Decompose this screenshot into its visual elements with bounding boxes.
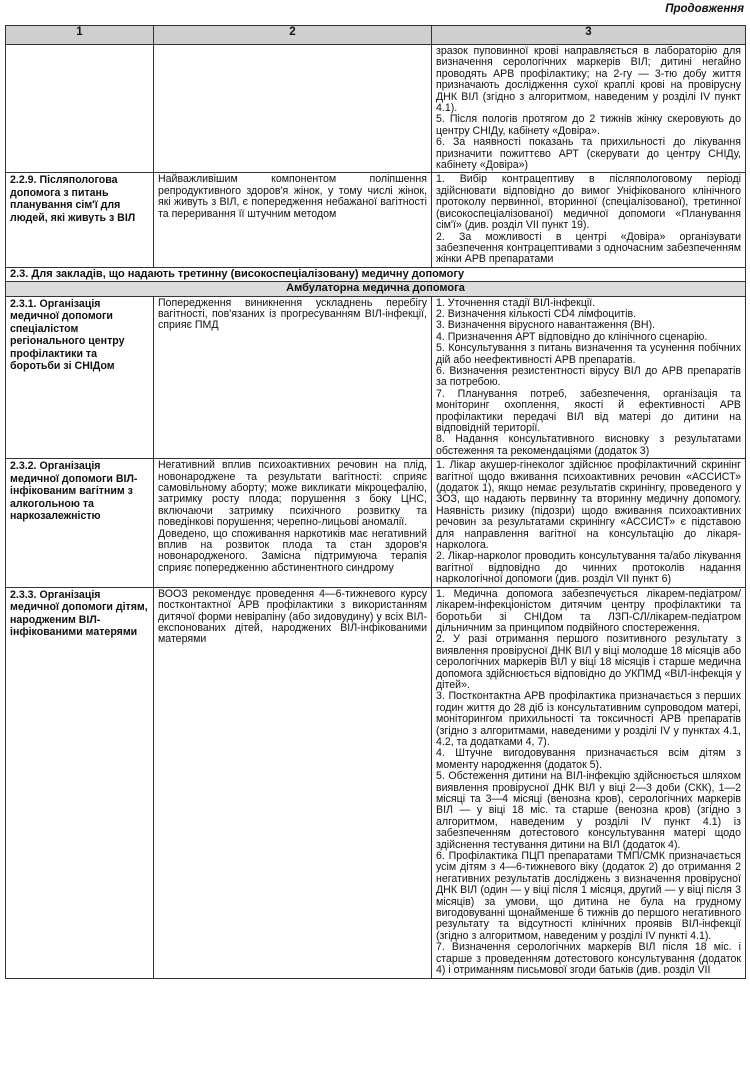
list-item: 3. Постконтактна АРВ профілактика призначається з перших годин життя до 28 діб із консультативним супроводом матері, моніторингом прихильності та токсичності АРВ препаратів (згідно з алгоритмами, наведеними у розділі IV у пунктах 4.1, 4.2, та додатками 4, 7). [436,690,741,748]
table-row [6,173,746,267]
list-item: 2. Лікар-нарколог проводить консультування та/або лікування вагітної відповідно до чинних протоколів надання наркологічної допомоги (див. розділ VII пункт 6) [436,550,741,586]
list-item: зразок пуповинної крові направляється в лабораторію для визначення серологічних маркерів ВІЛ; дитині негайно проводять АРВ профілактику; на 2-гу — 3-тю добу життя призначають дослідження сухої краплі крові на провірусну ДНК ВІЛ (згідно з алгоритмом, наведеним у розділі IV пункт 4.1). [436,45,741,115]
cell-empty [6,45,154,173]
list-item: 4. Призначення АРТ відповідно до клінічного сценарію. [436,330,708,343]
subsection-heading: Амбулаторна медична допомога [6,282,746,296]
subsection-row [6,282,746,296]
table-row [6,296,746,459]
list-item: 5. Консультування з питань визначення та усунення побічних дій або неефективності АРВ препаратів. [436,342,741,366]
list-item: 1. Медична допомога забезпечується лікарем-педіатром/лікарем-інфекціоністом дитячим центру профілактики та боротьби зі СНІДом та ЛЗП-СЛ/лікарем-педіатром дільничним за принципом подвійного спостереження. [436,587,741,634]
list-item: 3. Визначення вірусного навантаження (ВН). [436,319,656,332]
cell-rationale: Попередження виникнення ускладнень перебігу вагітності, пов'язаних із прогресуванням ВІЛ-інфекції, сприяє ПМД [154,296,432,459]
section-heading: 2.3. Для закладів, що надають третинну (високоспеціалізовану) медичну допомогу [6,267,746,281]
cell-rationale: ВООЗ рекомендує проведення 4—6-тижневого курсу постконтактної АРВ профілактики з використанням дитячої форми невірапіну (або зидовудину) у всіх ВІЛ-експонованих дітей, народжених ВІЛ-інфікованими матерями [154,587,432,978]
section-title: 2.3.2. Організація медичної допомоги ВІЛ-інфікованим вагітним з алкогольною та наркозалежністю [6,459,154,587]
table-row [6,459,746,587]
protocol-table [5,25,746,979]
paragraph: Негативний вплив психоактивних речовин на плід, новонароджене та результати вагітності: сприяє самовільному аборту; може викликати мікроцефалію, затримку росту плода; порушення з боку ЦНС, включаючи затримку психічного розвитку та поведінкові порушення; черепно-лицьові аномалії. [158,459,427,529]
list-item: 2. За можливості в центрі «Довіра» організувати забезпечення контрацептивами з одночасним забезпеченням жінки АРВ препаратами [436,230,741,266]
table-header-row [6,26,746,45]
list-item: 7. Планування потреб, забезпечення, організація та моніторинг охоплення, якості й ефективності АРВ профілактики передачі ВІЛ від матері до дитини на відповідній території. [436,387,741,434]
cell-empty [154,45,432,173]
section-row [6,267,746,281]
table-row [6,587,746,978]
column-header-2: 2 [154,26,432,45]
table-row [6,45,746,173]
section-title: 2.3.3. Організація медичної допомоги дітям, народженим ВІЛ-інфікованими матерями [6,587,154,978]
list-item: 6. Визначення резистентності вірусу ВІЛ до АРВ препаратів за потребою. [436,364,741,389]
section-title: 2.3.1. Організація медичної допомоги спеціалістом регіонального центру профілактики та боротьби зі СНІДом [6,296,154,459]
cell-rationale [154,459,432,587]
section-title: 2.2.9. Післяпологова допомога з питань планування сім'ї для людей, які живуть з ВІЛ [6,173,154,267]
list-item: 1. Вибір контрацептиву в післяпологовому періоді здійснювати відповідно до вимог Уніфікованого клінічного протоколу первинної, вторинної (спеціалізованої), третинної (високоспеціалізованої) медичної допомоги «Планування сім'ї» (див. розділ VII пункт 19). [436,173,741,232]
list-item: 1. Лікар акушер-гінеколог здійснює профілактичний скринінг вагітної щодо вживання психоактивних речовин «АССИСТ» (додаток 1), якщо немає результатів скринінгу, проведеного у ЗОЗ, що надають первинну та вторинну медичну допомогу. Наявність ризику (підозри) щодо вживання психоактивних речовин за результатами скринінгу «АССИСТ» є підставою для направлення вагітної на консультацію до лікаря-нарколога. [436,459,741,552]
list-item: 2. У разі отримання першого позитивного результату з виявлення провірусної ДНК ВІЛ у віці молодше 18 місяців або серологічних маркерів ВІЛ у віці 18 місяців і старше медична допомога здійснюється відповідно до УКПМД «ВІЛ-інфекція у дітей». [436,633,741,691]
cell-actions [432,459,746,587]
continuation-label: Продовження [665,3,744,15]
list-item: 6. Профілактика ПЦП препаратами ТМП/СМК призначається усім дітям з 4—6-тижневого віку (додаток 2) до отримання 2 негативних результатів досліджень з визначення провірусної ДНК ВІЛ (один — у віці після 1 місяця, другий — у віці після 3 місяців) за умови, що дитина не була на грудному вигодовуванні щонайменше 6 тижнів до першого негативного результату та відсутності клінічних проявів ВІЛ-інфекції (згідно з алгоритмом, наведеним у розділі IV пункті 4.1). [436,850,741,942]
list-item: 2. Визначення кількості CD4 лімфоцитів. [436,307,637,320]
list-item: 4. Штучне вигодовування призначається всім дітям з моменту народження (додаток 5). [436,747,741,771]
cell-actions [432,173,746,267]
column-header-1: 1 [6,26,154,45]
cell-actions [432,587,746,978]
list-item: 5. Після пологів протягом до 2 тижнів жінку скеровують до центру СНІДу, кабінету «Довіра». [436,113,741,137]
list-item: 1. Уточнення стадії ВІЛ-інфекції. [436,296,596,309]
paragraph: Доведено, що споживання наркотиків має негативний вплив на розвиток плода та стан здоров'я новонародженого. Замісна підтримуюча терапія сприяє попередженню абстинентного синдрому [158,527,427,574]
cell-actions [432,296,746,459]
cell-actions [432,45,746,173]
list-item: 7. Визначення серологічних маркерів ВІЛ після 18 міс. і старше з проведенням дотестового консультування (додаток 4) і отриманням письмової згоди батьків (див. розділ VII [436,941,741,977]
cell-rationale: Найважливішим компонентом поліпшення репродуктивного здоров'я жінок, у тому числі жінок, які живуть з ВІЛ, є попередження небажаної вагітності та переривання її штучним методом [154,173,432,267]
column-header-3: 3 [432,26,746,45]
list-item: 8. Надання консультативного висновку з результатами обстеження та рекомендаціями (додаток 3) [436,433,741,457]
list-item: 6. За наявності показань та прихильності до лікування призначити пожиттєво АРТ (скерувати до центру СНІДу, кабінету «Довіра») [436,136,741,172]
list-item: 5. Обстеження дитини на ВІЛ-інфекцію здійснюється шляхом виявлення провірусної ДНК ВІЛ у віці 2—3 доби (СКК), 1—2 місяці та 3—4 місяці (венозна кров), серологічних маркерів ВІЛ — у віці 18 міс. та старше (венозна кров) (згідно з алгоритмом, наведеним у розділі IV пункт 4.1) із забезпеченням дотестового консультування матері щодо здійснення тестування дитини на ВІЛ (додаток 4). [436,770,741,851]
